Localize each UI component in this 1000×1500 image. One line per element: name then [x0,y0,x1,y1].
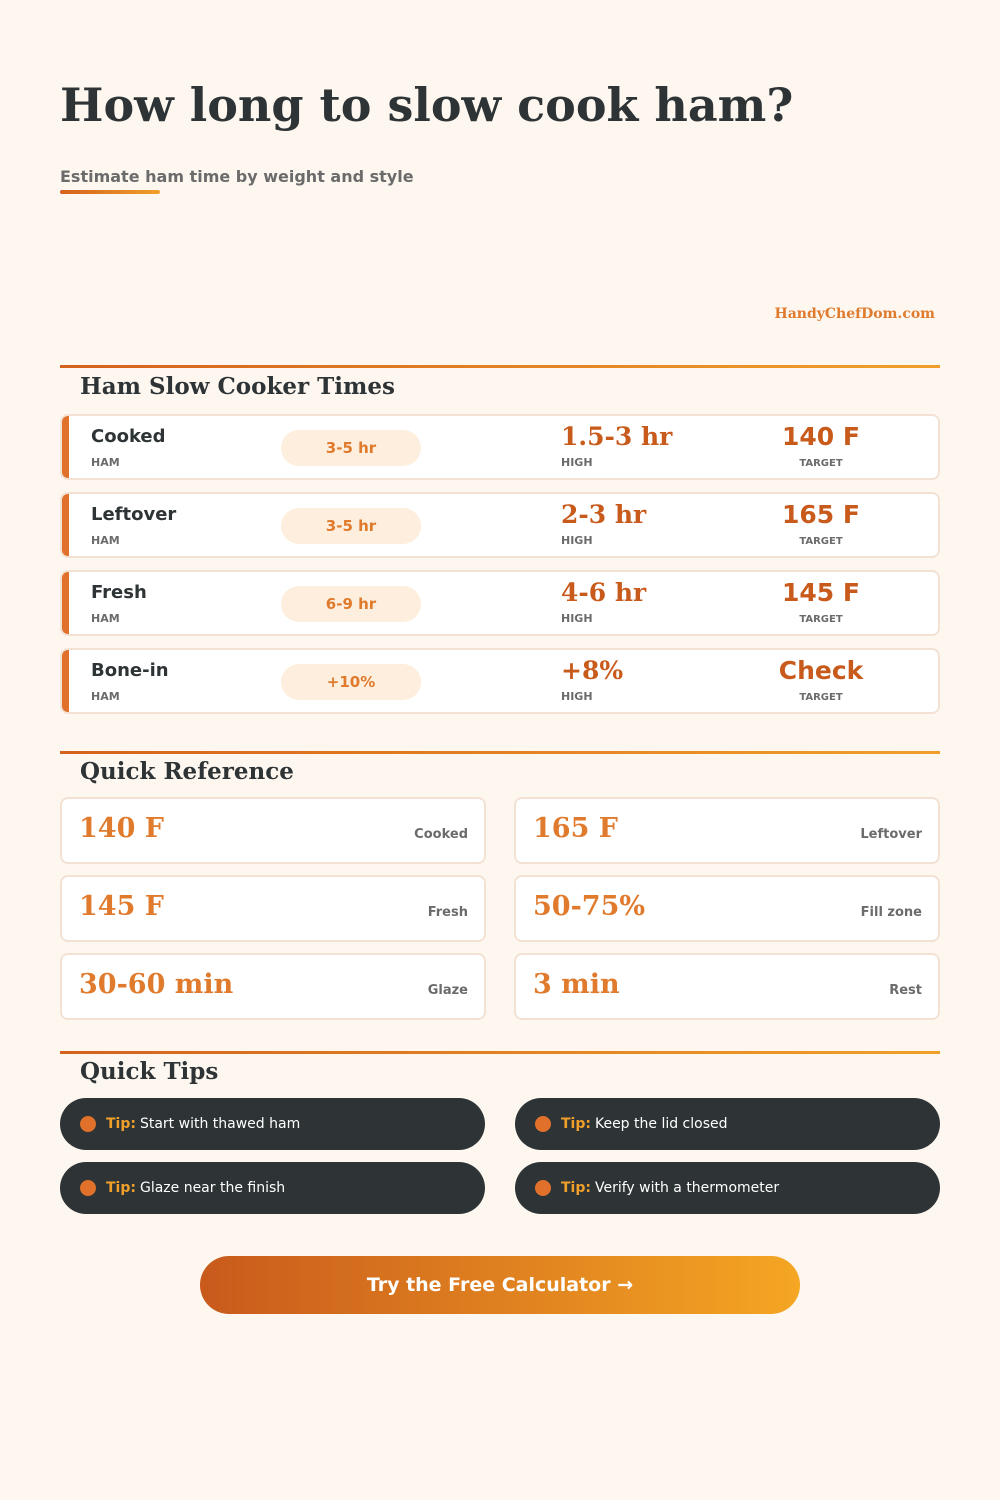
reference-card [60,953,486,1020]
reference-label: Fresh [427,905,468,920]
subtitle-underline [60,190,160,194]
brand-link[interactable]: HandyChefDom.com [774,306,935,322]
target-temp: Check [778,656,864,685]
target-label: TARGET [799,614,843,625]
section-rule-times [60,365,940,368]
reference-card [514,875,940,942]
row-name-sub: HAM [91,612,120,625]
reference-label: Rest [889,983,922,998]
row-name: Fresh [91,582,147,603]
tip-label: Tip: [561,1180,591,1196]
row-name-sub: HAM [91,690,120,703]
reference-value: 50-75% [533,891,646,922]
tip-label: Tip: [106,1180,136,1196]
section-title-reference: Quick Reference [80,758,294,785]
section-rule-reference [60,751,940,754]
times-row [60,492,940,558]
section-rule-tips [60,1051,940,1054]
bullet-dot-icon [535,1180,551,1196]
bullet-dot-icon [80,1180,96,1196]
high-time: 2-3 hr [561,500,647,529]
tip-item [515,1098,940,1150]
target-temp: 140 F [782,422,860,451]
page-title: How long to slow cook ham? [60,78,794,132]
row-accent-bar [62,494,69,556]
tip-item [60,1098,485,1150]
high-label: HIGH [561,612,593,625]
tip-text: Keep the lid closed [594,1116,728,1132]
tip-text: Verify with a thermometer [594,1180,780,1196]
row-name-sub: HAM [91,456,120,469]
reference-card [514,797,940,864]
calculator-cta-button[interactable]: Try the Free Calculator → [200,1256,800,1314]
reference-value: 3 min [533,969,620,1000]
reference-card [514,953,940,1020]
reference-label: Leftover [860,827,922,842]
low-time-pill: 6-9 hr [281,586,421,622]
page-subtitle: Estimate ham time by weight and style [60,167,414,186]
row-name: Leftover [91,504,177,525]
high-label: HIGH [561,456,593,469]
row-accent-bar [62,650,69,712]
row-accent-bar [62,572,69,634]
row-name: Cooked [91,426,166,447]
reference-value: 140 F [79,813,164,844]
row-name: Bone-in [91,660,169,681]
reference-value: 145 F [79,891,164,922]
row-name-sub: HAM [91,534,120,547]
reference-card [60,797,486,864]
section-title-tips: Quick Tips [80,1058,219,1085]
high-time: +8% [561,656,624,685]
high-time: 1.5-3 hr [561,422,673,451]
reference-label: Cooked [414,827,468,842]
target-temp: 165 F [782,500,860,529]
times-row [60,414,940,480]
tip-text: Start with thawed ham [139,1116,301,1132]
low-time-pill: +10% [281,664,421,700]
times-row [60,648,940,714]
low-time-pill: 3-5 hr [281,430,421,466]
target-label: TARGET [799,536,843,547]
reference-card [60,875,486,942]
reference-label: Fill zone [860,905,922,920]
times-row [60,570,940,636]
bullet-dot-icon [535,1116,551,1132]
target-label: TARGET [799,692,843,703]
row-accent-bar [62,416,69,478]
high-label: HIGH [561,534,593,547]
tip-label: Tip: [561,1116,591,1132]
target-label: TARGET [799,458,843,469]
high-label: HIGH [561,690,593,703]
high-time: 4-6 hr [561,578,647,607]
tip-item [60,1162,485,1214]
reference-value: 165 F [533,813,618,844]
tip-label: Tip: [106,1116,136,1132]
reference-value: 30-60 min [79,969,234,1000]
tip-text: Glaze near the finish [139,1180,286,1196]
section-title-times: Ham Slow Cooker Times [80,373,395,400]
low-time-pill: 3-5 hr [281,508,421,544]
tip-item [515,1162,940,1214]
target-temp: 145 F [782,578,860,607]
bullet-dot-icon [80,1116,96,1132]
reference-label: Glaze [427,983,468,998]
